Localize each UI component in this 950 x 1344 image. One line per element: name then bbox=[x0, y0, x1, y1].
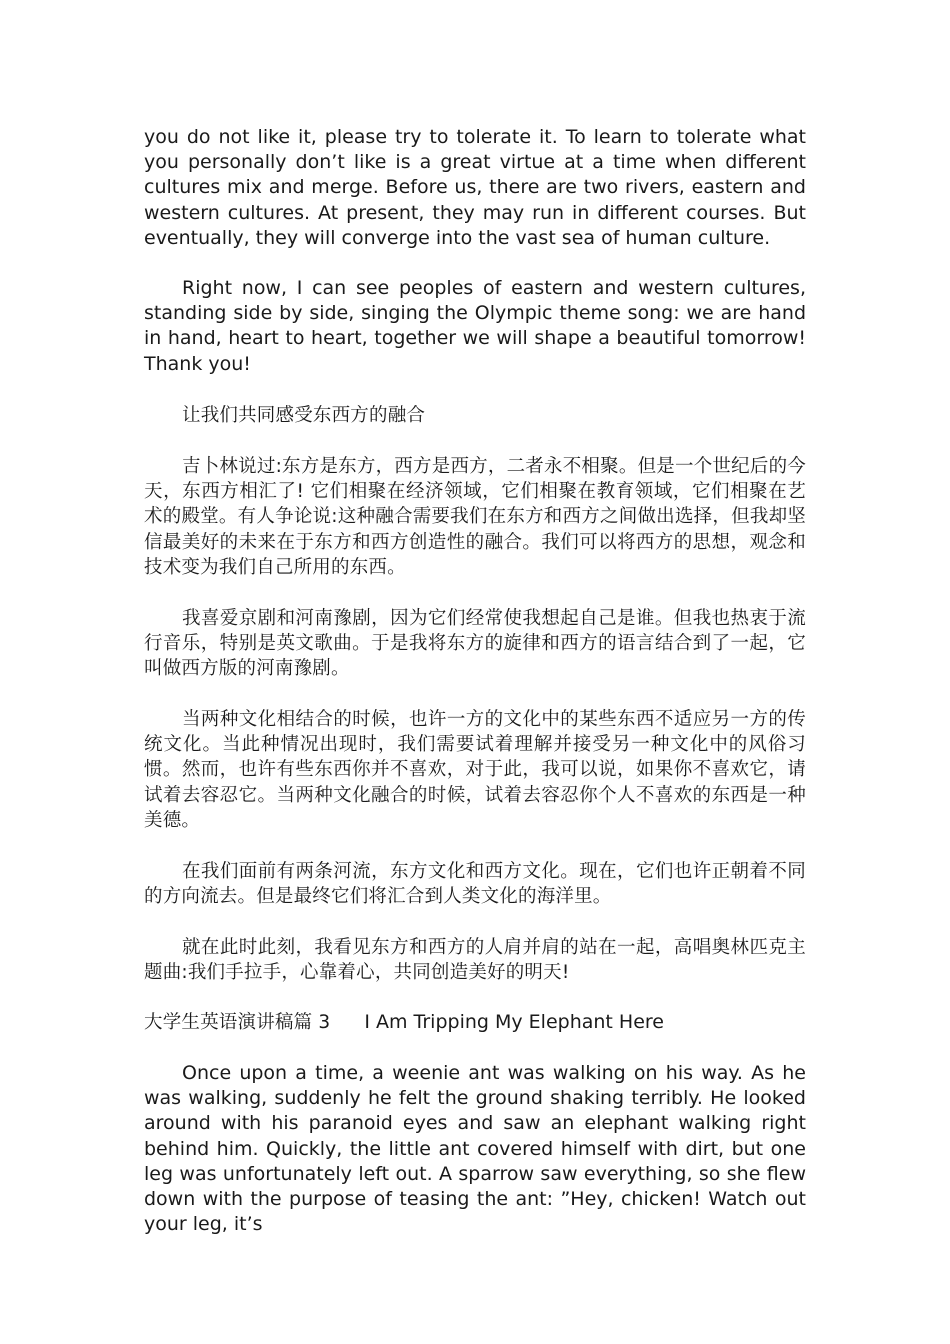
section-heading-title: I Am Tripping My Elephant Here bbox=[364, 1011, 664, 1033]
paragraph-ant-story: Once upon a time, a weenie ant was walking on his way. As he was walking, suddenly he felt the ground shaking terribly. He looked around with his paranoid eyes and saw an elephant walking right behind him. Quickly, the little ant covered himself with dirt, but one leg was unfortunately left out. A sparrow saw everything, so she flew down with the purpose of teasing the ant: ”Hey, chicken! Watch out your leg, it’s bbox=[144, 1062, 806, 1236]
paragraph-closing-thanks: Right now, I can see peoples of eastern and western cultures, standing side by side, singing the Olympic theme song: we are hand in hand, heart to heart, together we will shape a beautiful tomorrow! Thank you! bbox=[144, 277, 806, 375]
chinese-title: 让我们共同感受东西方的融合 bbox=[182, 405, 426, 426]
paragraph-cn-rivers: 在我们面前有两条河流，东方文化和西方文化。现在，它们也许正朝着不同的方向流去。但是最终它们将汇合到人类文化的海洋里。 bbox=[144, 861, 806, 908]
paragraph-cn-opera: 我喜爱京剧和河南豫剧，因为它们经常使我想起自己是谁。但我也热衷于流行音乐，特别是英文歌曲。于是我将东方的旋律和西方的语言结合到了一起，它叫做西方版的河南豫剧。 bbox=[144, 608, 806, 680]
paragraph-cn-kipling: 吉卜林说过:东方是东方，西方是西方，二者永不相聚。但是一个世纪后的今天，东西方相汇了! 它们相聚在经济领域，它们相聚在教育领域，它们相聚在艺术的殿堂。有人争论说:这种融合需要我们在东方和西方之间做出选择，但我却坚信最美好的未来在于东方和西方创造性的融合。我们可以将西方的思想，观念和技术变为我们自己所用的东西。 bbox=[144, 456, 806, 578]
paragraph-tolerance-conclusion: you do not like it, please try to tolerate it. To learn to tolerate what you personally don’t like is a great virtue at a time when different cultures mix and merge. Before us, there are two rivers, eastern and western cultures. At present, they may run in different courses. But eventually, they will converge into the vast sea of human culture. bbox=[144, 126, 806, 249]
section-heading-label: 大学生英语演讲稿篇 3 bbox=[144, 1012, 331, 1033]
paragraph-cn-olympic: 就在此时此刻，我看见东方和西方的人肩并肩的站在一起，高唱奥林匹克主题曲:我们手拉手，心靠着心，共同创造美好的明天! bbox=[144, 937, 806, 984]
section-heading bbox=[144, 1010, 806, 1035]
paragraph-cn-cultures: 当两种文化相结合的时候，也许一方的文化中的某些东西不适应另一方的传统文化。当此种情况出现时，我们需要试着理解并接受另一种文化中的风俗习惯。然而，也许有些东西你并不喜欢，对于此，我可以说，如果你不喜欢它，请试着去容忍它。当两种文化融合的时候，试着去容忍你个人不喜欢的东西是一种美德。 bbox=[144, 709, 806, 831]
